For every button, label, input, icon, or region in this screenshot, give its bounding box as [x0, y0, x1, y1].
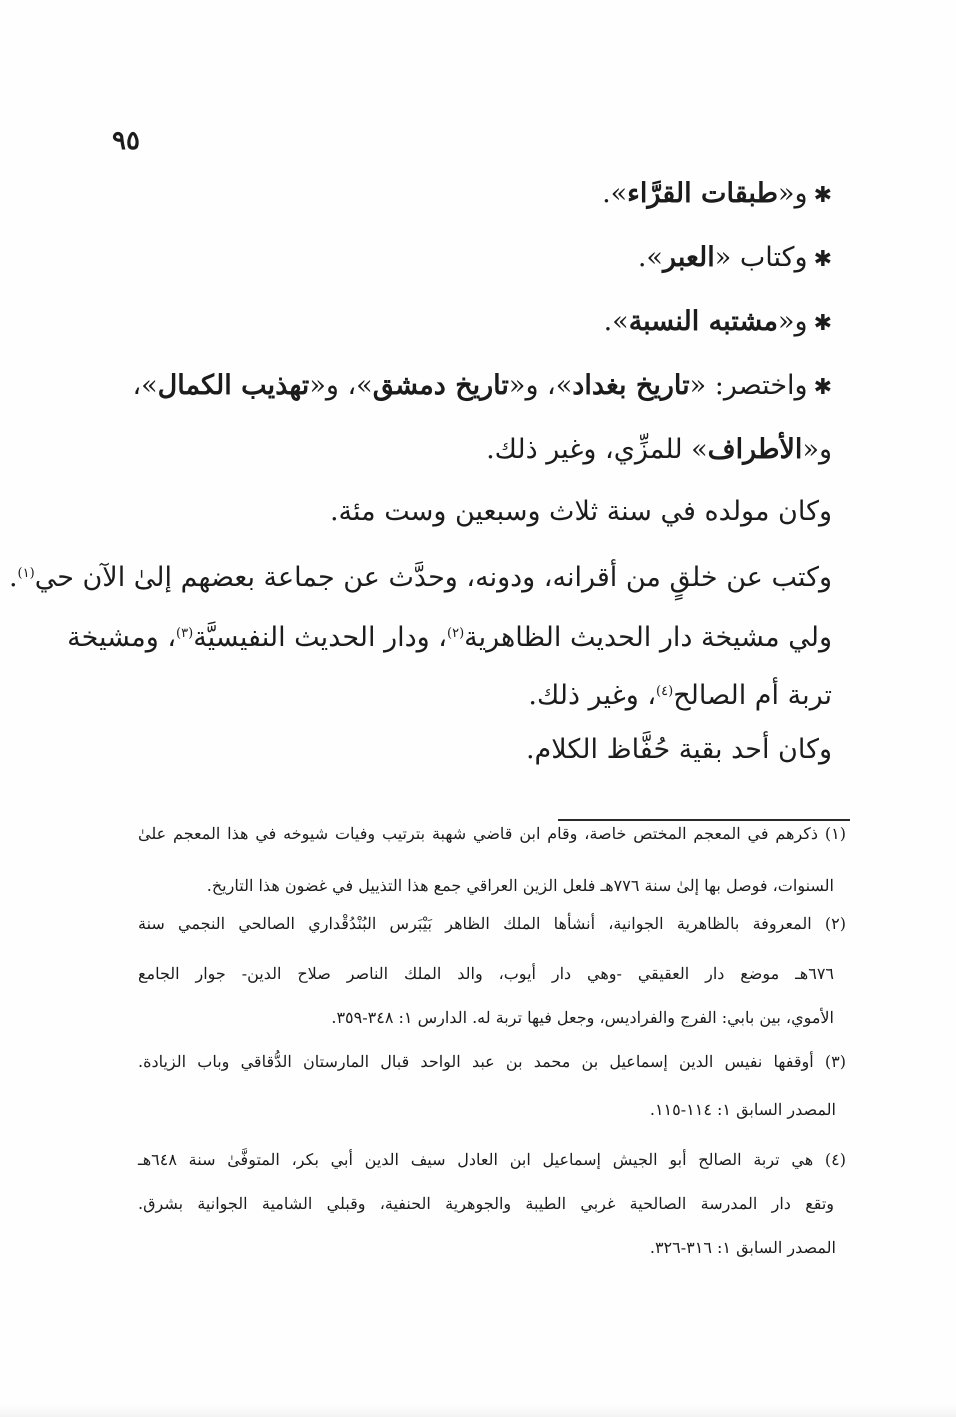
footnote-ref[interactable]: (٣) — [176, 626, 194, 641]
footnote-4-line-3: المصدر السابق ١: ٣١٦-٣٢٦. — [649, 1238, 836, 1257]
book-title: الأطراف — [707, 434, 803, 465]
asterisk-icon: ✱ — [813, 183, 832, 208]
footnote-2-line-3: الأموي، بين بابي: الفرج والفراديس، وجعل فيها تربة له. الدارس ١: ٣٤٨-٣٥٩. — [331, 1008, 834, 1027]
footnote-4-line-1: (٤) هي تربة الصالح أبو الجيش إسماعيل ابن العادل سيف الدين أبي بكر، المتوفَّىٰ سنة ٦٤٨هـ — [138, 1150, 847, 1169]
footnote-1-line-1: (١) ذكرهم في المعجم المختص خاصة، وقام ابن قاضي شهبة بترتيب وفيات شيوخه في هذا المعجم علىٰ — [138, 824, 846, 843]
footnote-ref[interactable]: (٢) — [447, 626, 465, 641]
footnote-3-line-2: المصدر السابق ١: ١١٤-١١٥. — [649, 1100, 836, 1119]
book-title: مشتبه النسبة — [628, 306, 778, 337]
book-title: العبر — [662, 242, 715, 273]
book-title: طبقات القرَّاء — [627, 178, 778, 209]
asterisk-icon: ✱ — [813, 311, 832, 336]
asterisk-icon: ✱ — [813, 375, 832, 400]
footnote-4-line-2: وتقع دار المدرسة الصالحية غربي الطيبة والجوهرية الحنفية، وقبلي الشامية الجوانية بشرق. — [138, 1194, 834, 1213]
book-title: تهذيب الكمال — [157, 370, 310, 401]
main-line-5: و«الأطراف» للمزِّي، وغير ذلك. — [486, 434, 832, 465]
page-bottom-edge — [0, 1403, 956, 1417]
main-line-8: ولي مشيخة دار الحديث الظاهرية$^{(٢)}$، ودار الحديث النفيسيَّة$^{(٣)}$، ومشيخة — [67, 622, 832, 653]
footnote-1-line-2: السنوات، فوصل بها إلىٰ سنة ٧٧٦هـ فلعل الزين العراقي جمع هذا التذييل في غضون هذا التاريخ. — [206, 876, 834, 895]
asterisk-icon: ✱ — [813, 247, 832, 272]
main-line-6: وكان مولده في سنة ثلاث وسبعين وست مئة. — [329, 496, 832, 527]
footnote-ref[interactable]: (١) — [17, 566, 35, 581]
footnote-2-line-2: ٦٧٦هـ موضع دار العقيقي -وهي دار أيوب، والد الملك الناصر صلاح الدين- جوار الجامع — [138, 964, 834, 983]
main-line-4: ✱واختصر: «تاريخ بغداد»، و«تاريخ دمشق»، و«تهذيب الكمال»، — [132, 370, 832, 401]
main-line-9: تربة أم الصالح$^{(٤)}$، وغير ذلك. — [528, 680, 832, 711]
book-title: تاريخ دمشق — [372, 370, 509, 401]
footnote-2-line-1: (٢) المعروفة بالظاهرية الجوانية، أنشأها الملك الظاهر بَيْبَرس البُنْدُقْداري الصالحي النجمي سنة — [138, 914, 846, 933]
page-number: ٩٥ — [112, 126, 140, 156]
footnote-ref[interactable]: (٤) — [656, 684, 674, 699]
main-line-3: ✱و«مشتبه النسبة». — [603, 306, 832, 337]
book-title: تاريخ بغداد — [572, 370, 690, 401]
main-line-1: ✱و«طبقات القرَّاء». — [602, 178, 832, 209]
main-line-2: ✱وكتاب «العبر». — [637, 242, 832, 273]
main-line-10: وكان أحد بقية حُفَّاظ الكلام. — [525, 734, 832, 765]
main-line-7: وكتب عن خلقٍ من أقرانه، ودونه، وحدَّث عن جماعة بعضهم إلىٰ الآن حي$^{(١)}$. — [8, 562, 832, 593]
footnote-3-line-1: (٣) أوقفها نفيس الدين إسماعيل بن محمد بن عبد الواحد قبال المارستان الدُّقاقي وباب الزيادة. — [138, 1052, 846, 1071]
